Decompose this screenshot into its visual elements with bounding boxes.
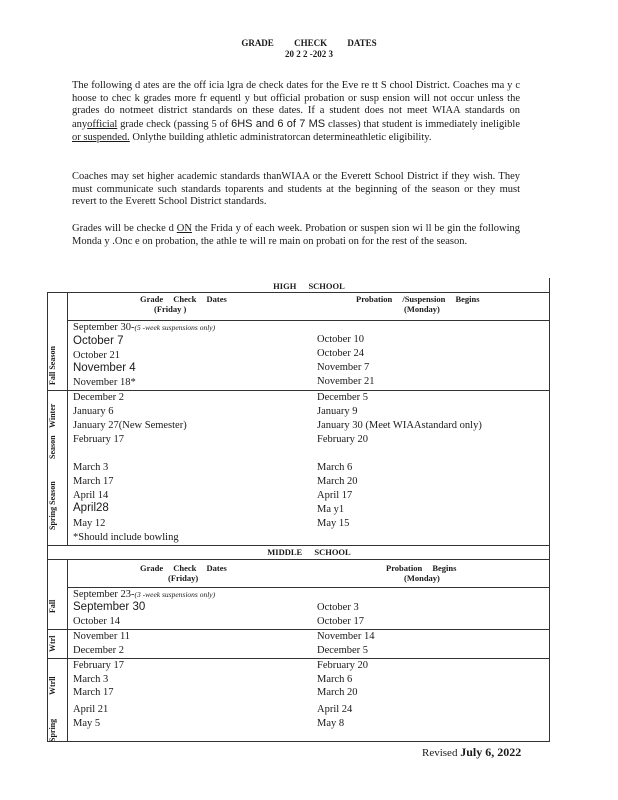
hs-winter-prob-2: January 9	[317, 406, 358, 417]
grades-paragraph	[72, 223, 520, 248]
hs-fall-check-note: (5 -week suspensions only)	[134, 323, 216, 332]
hs-spring-prob-4: Ma y1	[317, 504, 345, 515]
hs-fall-check-1	[73, 321, 215, 334]
ms-w1-check-1: November 11	[73, 631, 131, 642]
ms-fall-prob-2: October 17	[317, 616, 364, 627]
hs-probation-header	[356, 294, 480, 314]
page-title	[0, 38, 618, 60]
hs-winter-check-1: December 2	[73, 392, 125, 403]
grades-text-a: Grades will be checke d	[72, 223, 177, 234]
intro-paragraph	[72, 80, 520, 145]
hs-fall-check-4: November 4	[73, 362, 136, 374]
hs-probation-header-sub: (Monday)	[404, 304, 440, 314]
hs-fall-check-5: November 18*	[73, 377, 136, 388]
hs-fall-check-2: October 7	[73, 335, 124, 347]
hs-grade-check-header	[140, 294, 227, 314]
hs-spring-check-1: March 3	[73, 462, 109, 473]
hs-winter-season-label: Season	[48, 435, 57, 459]
hs-probation-header-text: Probation /Suspension Begins	[356, 294, 480, 304]
ms-bottom-border	[47, 741, 550, 742]
coaches-text: Coaches may set higher academic standards thanWIAA or the Everett School District if they wish. They must communicate such standards toparents and students at the beginning of the season or they must revert to the Everett School District standards.	[72, 171, 520, 208]
hs-fall-check-1-text: September 30-	[73, 322, 135, 333]
ms-fall-prob-1: October 3	[317, 602, 359, 613]
ms-w2-prob-1: February 20	[317, 660, 369, 671]
title-line-2: 20 2 2 -202 3	[285, 49, 333, 59]
revised-label: Revised	[422, 747, 461, 759]
ms-winter1-label: Wtrl	[48, 635, 57, 652]
hs-winter-check-3: January 27(New Semester)	[73, 420, 187, 431]
hs-winter-check-4: February 17	[73, 434, 125, 445]
ms-grade-check-header-text: Grade Check Dates	[140, 563, 227, 573]
ms-w2-prob-3: March 20	[317, 687, 358, 698]
hs-label-column-border	[67, 292, 68, 546]
ms-w2-prob-2: March 6	[317, 674, 353, 685]
title-line-1: GRADE CHECK DATES	[241, 38, 377, 48]
ms-probation-header	[386, 563, 456, 583]
hs-spring-check-3: April 14	[73, 490, 109, 501]
ms-w2-check-1: February 17	[73, 660, 125, 671]
ms-top-border	[47, 559, 550, 560]
ms-probation-header-sub: (Monday)	[404, 573, 440, 583]
middle-school-heading: MIDDLE SCHOOL	[267, 547, 351, 557]
hs-spring-prob-1: March 6	[317, 462, 353, 473]
hs-fall-prob-3: November 7	[317, 362, 370, 373]
intro-text-c: classes) that student is immediately ineligible	[325, 119, 521, 131]
ms-grade-check-header-sub: (Friday)	[168, 573, 199, 583]
grades-underline-on: ON	[176, 223, 192, 234]
intro-underline-official: official	[87, 119, 118, 131]
hs-spring-label: Spring Season	[48, 481, 57, 530]
coaches-paragraph	[72, 171, 520, 209]
intro-text-d: Onlythe building athletic administratorcan determineathletic eligibility.	[129, 131, 432, 143]
grades-text-b: the Frida y of each week. Probation or suspen sion wi ll be gin the following Monda y .Onc e on probation, the athle te will re main on probati on for the rest of the season.	[72, 223, 521, 247]
ms-w2-prob-4: April 24	[317, 704, 353, 715]
intro-underline-suspended: or suspended.	[72, 131, 130, 143]
hs-fall-check-3: October 21	[73, 350, 120, 361]
ms-w2-check-4: April 21	[73, 704, 109, 715]
intro-text-a: The following d ates are the off icia lgra de check dates for the Eve re tt S chool District. Coaches ma y c hoose to chec k grades more fr equentl y but official probation or susp ension will not occur unless the grades do notmeet district standards on these dates. If a student does not meet WIAA standards on any	[72, 80, 520, 131]
hs-fall-label: Fall Season	[48, 346, 57, 385]
hs-fall-prob-4: November 21	[317, 376, 375, 387]
hs-spring-check-4: April28	[73, 502, 109, 514]
hs-top-border	[47, 292, 550, 293]
hs-grade-check-header-text: Grade Check Dates	[140, 294, 227, 304]
ms-fall-check-1-text: September 23-	[73, 589, 135, 600]
ms-w2-prob-5: May 8	[317, 718, 345, 729]
ms-probation-header-text: Probation Begins	[386, 563, 457, 573]
hs-grade-check-header-sub: (Friday )	[154, 304, 187, 314]
ms-w2-check-2: March 3	[73, 674, 109, 685]
ms-fall-label: Fall	[48, 599, 57, 613]
hs-fall-prob-2: October 24	[317, 348, 364, 359]
ms-w1-prob-1: November 14	[317, 631, 375, 642]
intro-class-counts: 6HS and 6 of 7 MS	[231, 118, 326, 131]
ms-fall-check-3: October 14	[73, 616, 120, 627]
hs-spring-prob-5: May 15	[317, 518, 350, 529]
ms-grade-check-header	[140, 563, 227, 583]
hs-winter-prob-4: February 20	[317, 434, 369, 445]
hs-winter-prob-1: December 5	[317, 392, 369, 403]
hs-winter-check-2: January 6	[73, 406, 114, 417]
hs-bottom-border	[47, 545, 550, 546]
ms-w1-check-2: December 2	[73, 645, 125, 656]
ms-right-border	[549, 545, 550, 742]
hs-winter-prob-3: January 30 (Meet WIAAstandard only)	[317, 420, 482, 431]
intro-text-b: grade check (passing 5 of	[117, 119, 232, 131]
revised-date	[422, 745, 521, 760]
hs-right-border	[549, 278, 550, 546]
ms-winter2-label: Wtrll	[48, 676, 57, 695]
hs-spring-prob-3: April 17	[317, 490, 353, 501]
hs-spring-prob-2: March 20	[317, 476, 358, 487]
hs-spring-check-5: May 12	[73, 518, 106, 529]
ms-spring-label: Spring	[48, 718, 57, 742]
hs-spring-check-2: March 17	[73, 476, 114, 487]
high-school-heading: HIGH SCHOOL	[273, 281, 345, 291]
hs-winter-label: Winter	[48, 403, 57, 428]
ms-fall-check-2: September 30	[73, 601, 146, 613]
hs-fall-prob-1: October 10	[317, 334, 364, 345]
ms-fall-check-1	[73, 588, 215, 601]
ms-fall-check-note: (3 -week suspensions only)	[134, 590, 216, 599]
revised-date-value: July 6, 2022	[460, 745, 522, 759]
ms-w1-prob-2: December 5	[317, 645, 369, 656]
hs-footnote: *Should include bowling	[73, 532, 179, 543]
ms-w2-check-3: March 17	[73, 687, 114, 698]
ms-w2-check-5: May 5	[73, 718, 101, 729]
